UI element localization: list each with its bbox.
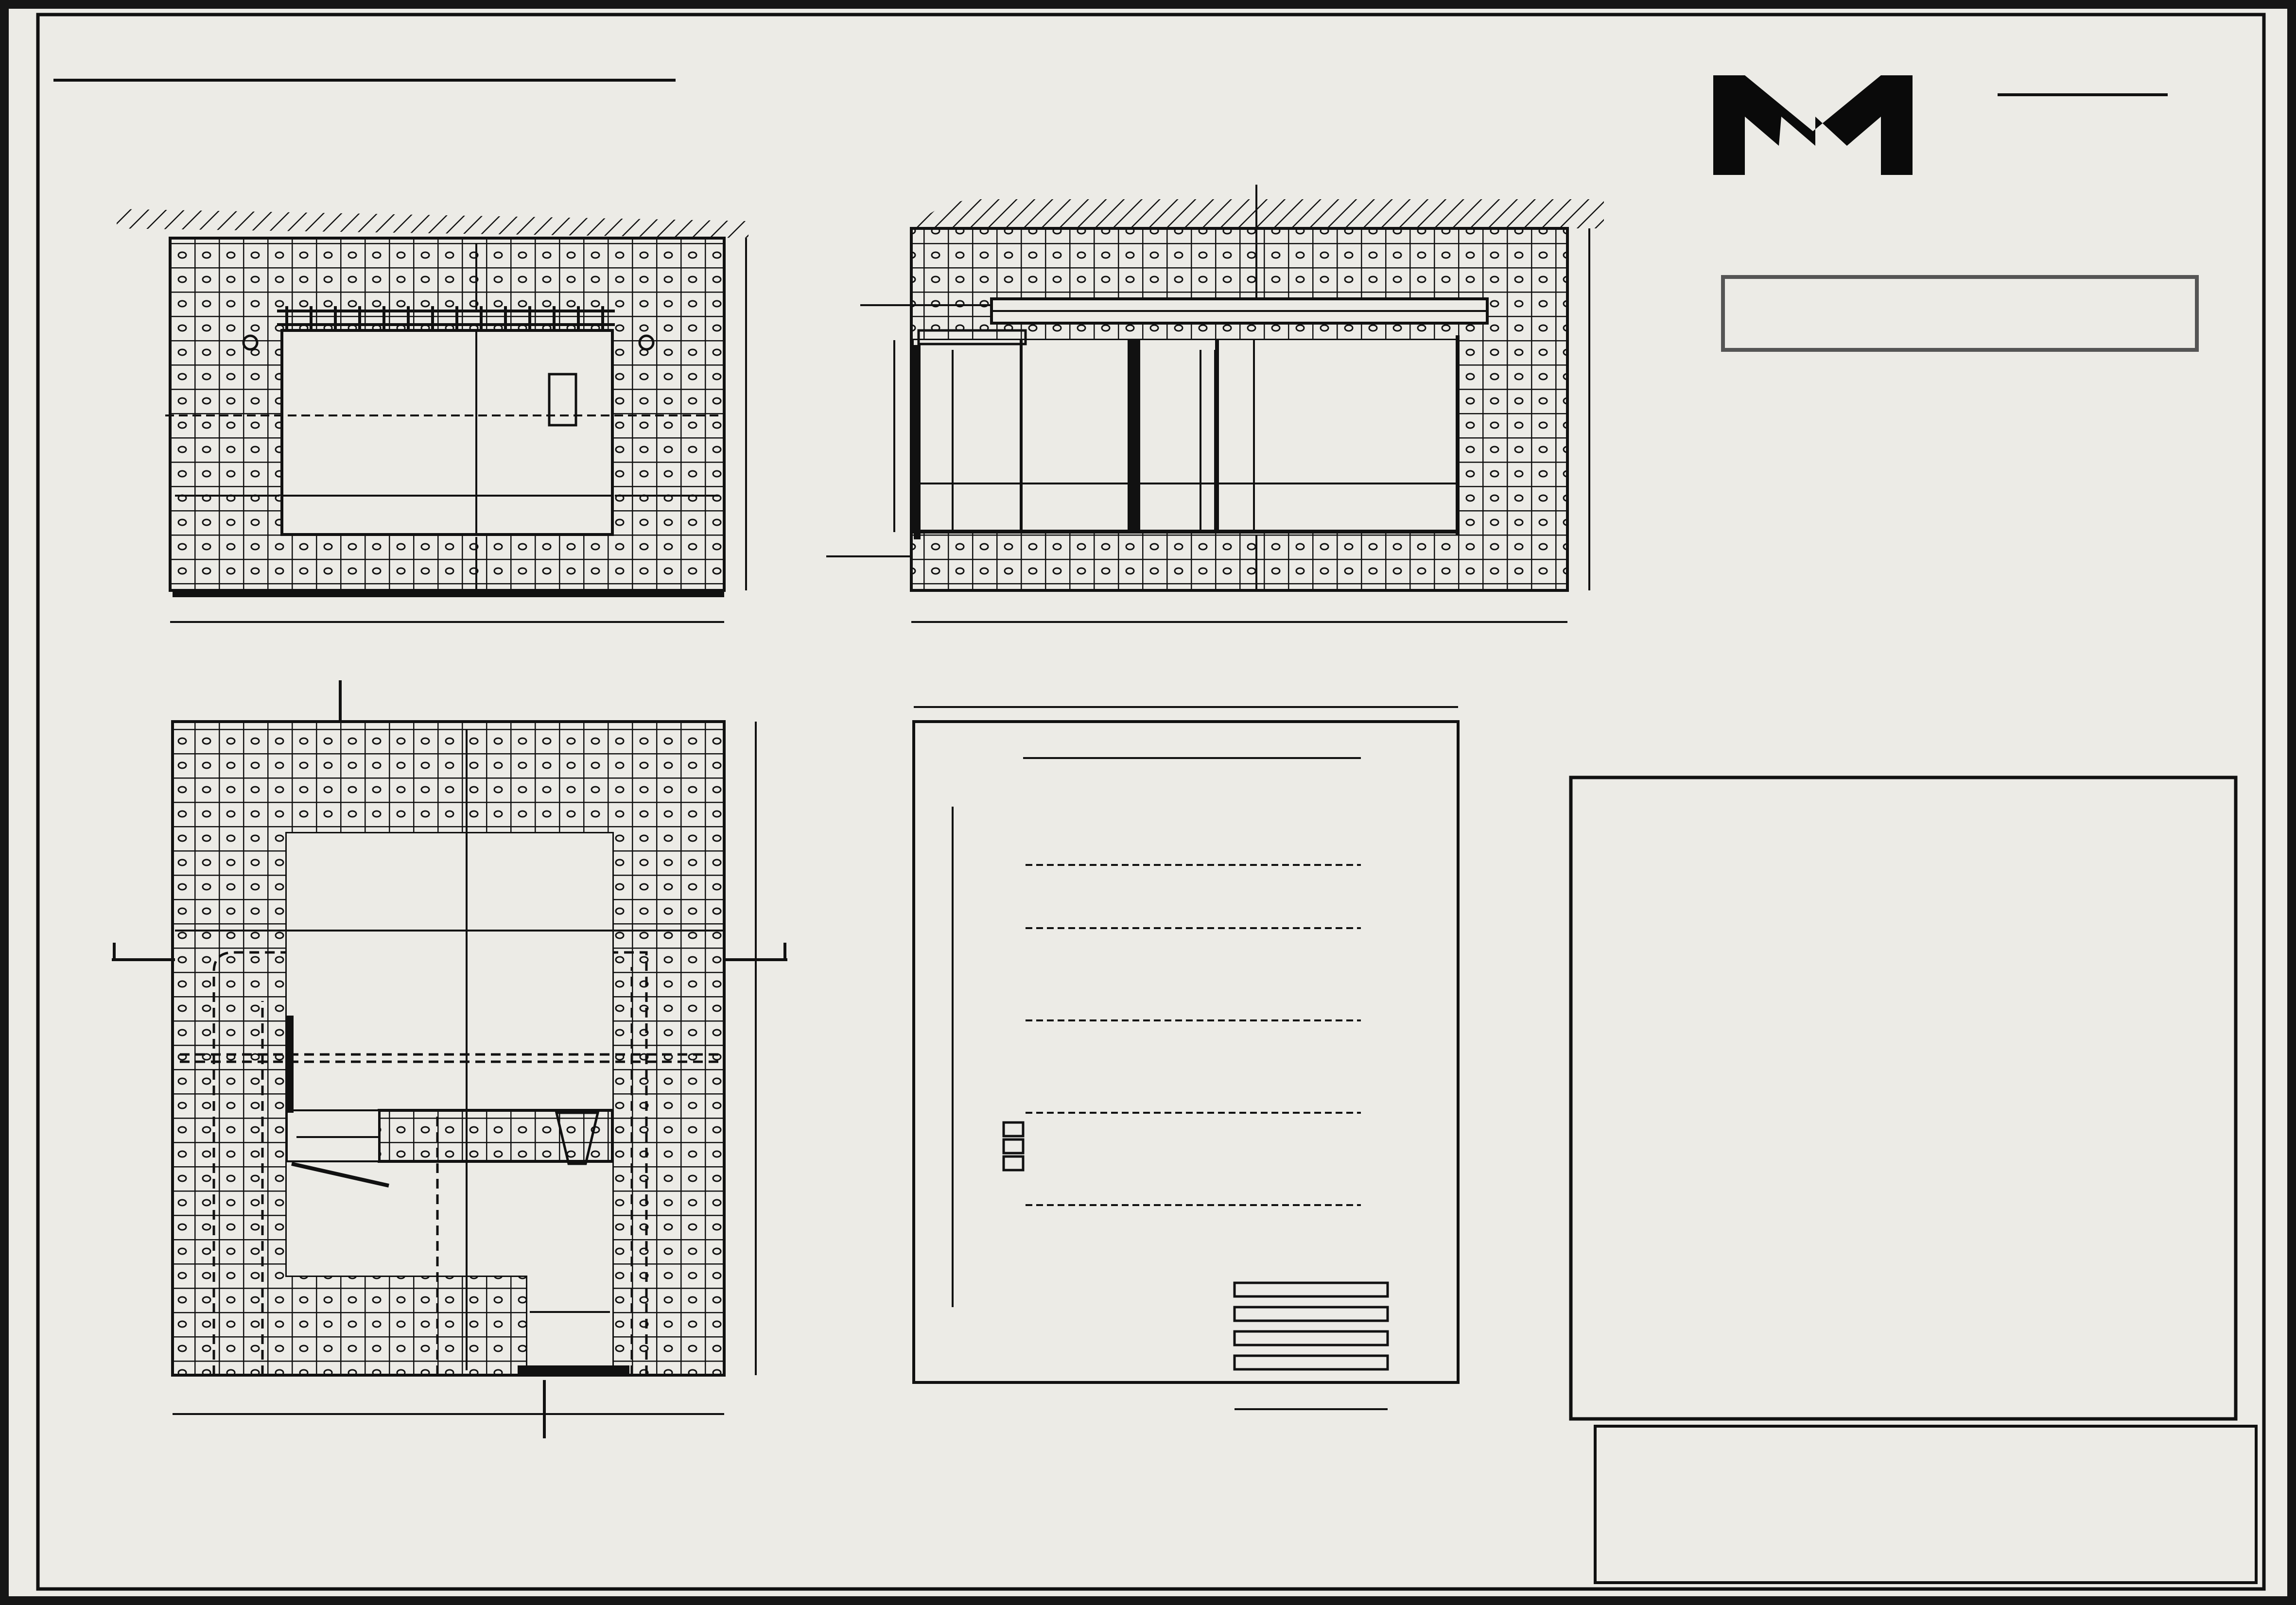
section-ab [117,209,748,622]
section-cd [826,185,1604,622]
floor-plan [112,680,787,1438]
